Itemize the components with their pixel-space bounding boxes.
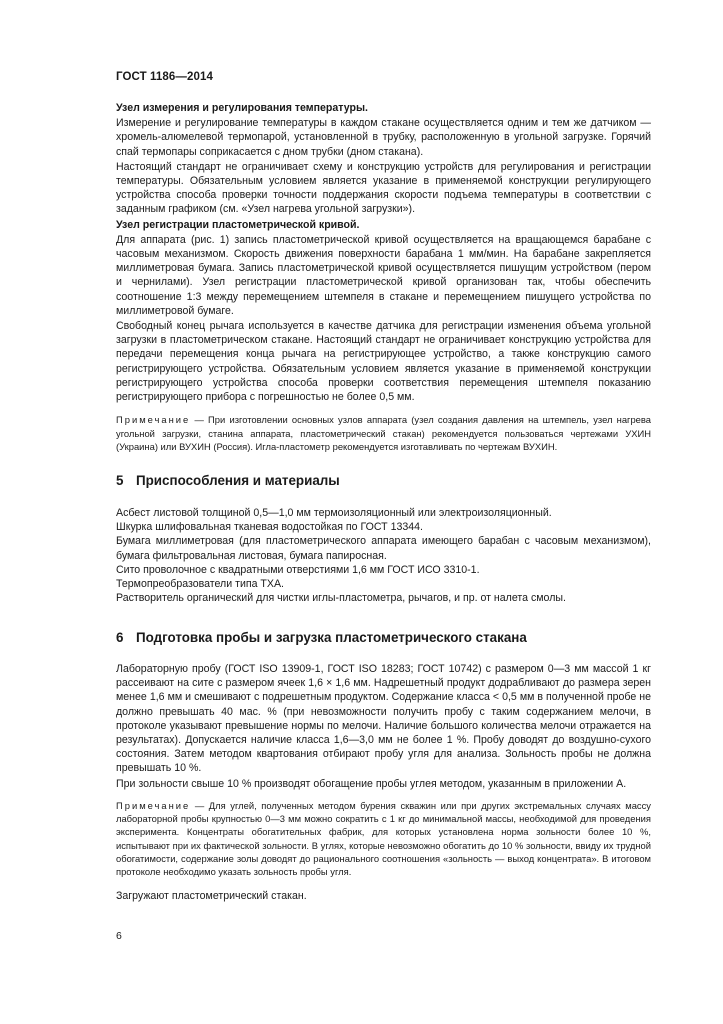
temperature-unit-title: Узел измерения и регулирования температуры. bbox=[116, 102, 368, 114]
section-6-paragraph-3: Загружают пластометрический стакан. bbox=[116, 889, 307, 902]
temperature-unit-block bbox=[116, 101, 651, 453]
page-header: ГОСТ 1186—2014 bbox=[116, 71, 213, 83]
section-6-paragraph-2: При зольности свыше 10 % производят обогащение пробы углея методом, указанным в приложении А. bbox=[116, 777, 627, 790]
list-item: Термопреобразователи типа ТХА. bbox=[116, 578, 284, 591]
list-item: Бумага миллиметровая (для пластометрического аппарата имеющего барабан с часовым механизмом), бумага фильтровальная листовая, бумага папиросная. bbox=[116, 535, 651, 562]
note-2 bbox=[116, 799, 651, 879]
section-6-number: 6 bbox=[116, 630, 124, 645]
note-1 bbox=[116, 413, 651, 453]
section-6-heading bbox=[116, 630, 527, 645]
list-item: Растворитель органический для чистки иглы-пластометра, рычагов, и пр. от налета смолы. bbox=[116, 592, 566, 605]
list-item: Шкурка шлифовальная тканевая водостойкая по ГОСТ 13344. bbox=[116, 521, 423, 534]
temperature-paragraph-1: Измерение и регулирование температуры в каждом стакане осуществляется одним и тем же датчиком — хромель-алюмелевой термопарой, установленной в трубку, расположенную в угольной загрузке. Горячий спай термопары соприкасается с дном трубки (дном стакана). bbox=[116, 117, 651, 158]
section-6-paragraph-1: Лабораторную пробу (ГОСТ ISO 13909-1, ГОСТ ISO 18283; ГОСТ 10742) с размером 0—3 мм массой 1 кг рассеивают на сите с размером ячеек 1,6 × 1,6 мм. Надрешетный продукт додрабливают до размера зерен менее 1,6 мм и смешивают с подрешетным продуктом. Содержание класса < 0,5 мм в полученной пробе не должно превышать 40 мас. % (при невозможности получить пробу с таким содержанием мелочи, в протоколе указывают превышение нормы по мелочи. Наличие большого количества мелочи отражается на результатах). Допускается наличие класса 1,6—3,0 мм не более 1 %. Пробу доводят до воздушно-сухого состояния. Затем методом квартования отбирают пробу угля для анализа. Зольность пробы не должна превышать 10 %. bbox=[116, 663, 651, 775]
note-2-text: — Для углей, полученных методом бурения скважин или при других экстремальных случаях массу лабораторной пробы крупностью 0—3 мм можно сократить с 1 кг до минимальной массы, необходимой для проведения эксперимента. Концентраты обогатительных фабрик, для которых установлена норма зольности более 10 %, испытывают при их фактической зольности. В углях, которые невозможно обогатить до 10 % зольности, ввиду их трудной обогатимости, содержание золы доводят до рационального соотношения «зольность — выход концентрата». В итоговом протоколе необходимо указать зольность пробы угля. bbox=[116, 799, 651, 878]
note-1-text: — При изготовлении основных узлов аппарата (узел создания давления на штемпель, узел нагрева угольной загрузки, станина аппарата, пластометрический стакан) рекомендуется пользоваться чертежами УХИН (Украина) или ВУХИН (Россия). Игла-пластометр рекомендуется изготавливать по чертежам ВУХИН. bbox=[116, 414, 651, 452]
registration-paragraph-2: Свободный конец рычага используется в качестве датчика для регистрации изменения объема угольной загрузки в пластометрическом стакане. Настоящий стандарт не ограничивает конструкцию устройства для передачи перемещения конца рычага на регистрирующее устройство, а также конструкцию самого регистрирующего устройства. Обязательным условием является указание в применяемой конструкции регистрирующего устройства способа проверки соответствия перемещения штемпеля показанию регистрирующего прибора с погрешностью не более 0,5 мм. bbox=[116, 320, 651, 404]
registration-paragraph-1: Для аппарата (рис. 1) запись пластометрической кривой осуществляется на вращающемся барабане с часовым механизмом. Скорость движения поверхности барабана 1 мм/мин. На барабане закрепляется миллиметровая бумага. Запись пластометрической кривой осуществляется пишущим устройством (пером и чернилами). Узел регистрации пластометрической кривой организован так, чтобы обеспечить соотношение 1:3 между перемещением штемпеля в стакане и перемещением пишущего устройства по миллиметровой бумаге. bbox=[116, 233, 651, 317]
note-2-label: Примечание bbox=[116, 799, 191, 811]
note-1-label: Примечание bbox=[116, 414, 191, 426]
registration-unit-title: Узел регистрации пластометрической кривой. bbox=[116, 218, 360, 231]
section-5-number: 5 bbox=[116, 473, 124, 488]
section-5-heading bbox=[116, 473, 340, 488]
section-5-title: Приспособления и материалы bbox=[136, 473, 340, 488]
section-6-title: Подготовка пробы и загрузка пластометрического стакана bbox=[136, 630, 527, 645]
list-item: Сито проволочное с квадратными отверстиями 1,6 мм ГОСТ ИСО 3310-1. bbox=[116, 563, 480, 576]
section-5-list bbox=[116, 506, 651, 605]
temperature-paragraph-2: Настоящий стандарт не ограничивает схему и конструкцию устройств для регулирования и регистрации температуры. Обязательным условием является указание в применяемой конструкции регулирующего устройства способа проверки точности поддержания скорости подъема температуры в соответствии с заданным графиком (см. «Узел нагрева угольной загрузки»). bbox=[116, 160, 651, 216]
section-6-body bbox=[116, 662, 651, 904]
list-item: Асбест листовой толщиной 0,5—1,0 мм термоизоляционный или электроизоляционный. bbox=[116, 507, 552, 519]
page-number: 6 bbox=[116, 930, 122, 942]
